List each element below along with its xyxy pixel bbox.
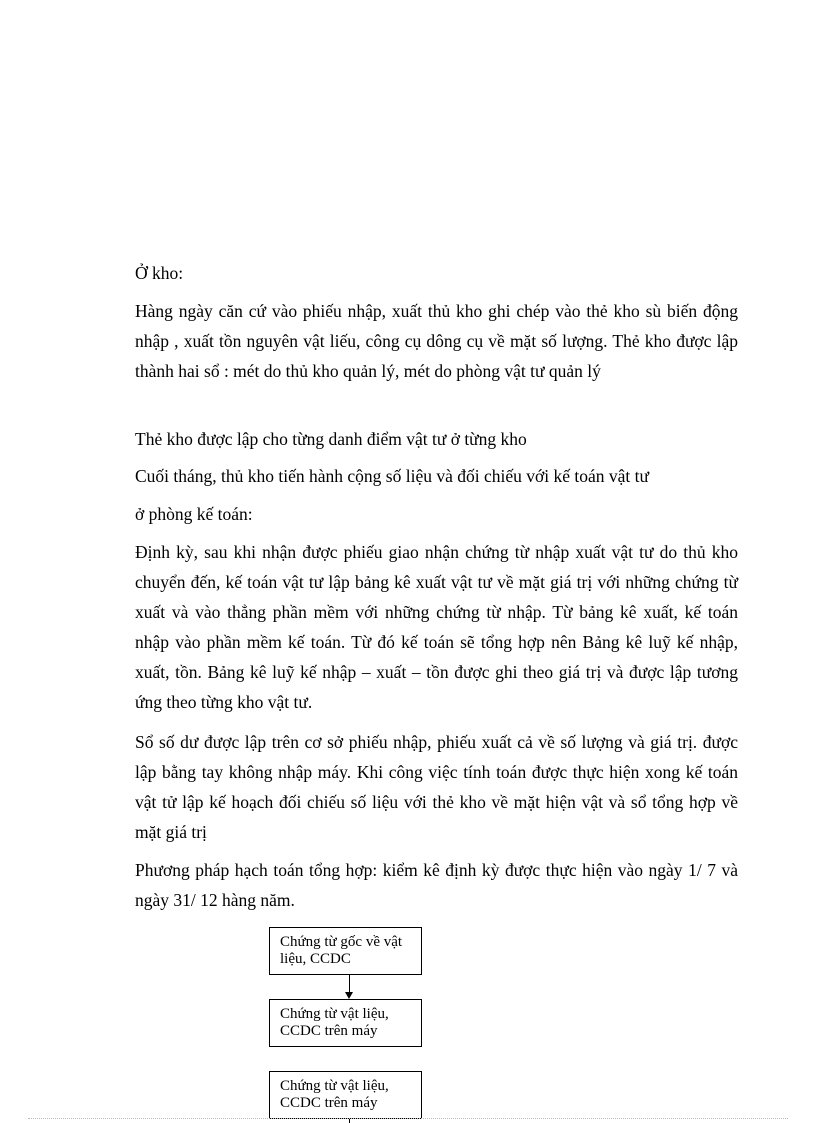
paragraph-warehouse-daily: Hàng ngày căn cứ vào phiếu nhập, xuất thủ kho ghi chép vào thẻ kho sù biến động nhập , xuất tồn nguyên vật liếu, công cụ dông cụ về mặt số lượng. Thẻ kho được lập thành hai sổ : mét do thủ kho quản lý, mét do phòng vật tư quản lý [135, 301, 738, 381]
paragraph-month-end: Cuối tháng, thủ kho tiến hành cộng số liệu và đối chiếu với kế toán vật tư [135, 466, 649, 486]
paragraph-balance-book: Sổ số dư được lập trên cơ sở phiếu nhập, phiếu xuất cả về số lượng và giá trị. được lập bằng tay không nhập máy. Khi công việc tính toán được thực hiện xong kế toán vật tử lập kế hoạch đối chiếu số liệu với thẻ kho về mặt hiện vật và sổ tổng hợp về mặt giá trị [135, 732, 738, 842]
page-bottom-divider [28, 1118, 788, 1119]
flowchart-box-label: Chứng từ gốc về vật liệu, CCDC [280, 934, 403, 967]
flowchart-arrow-line-continued [349, 1119, 350, 1123]
flowchart-box-source-vouchers [269, 927, 422, 975]
paragraph-stock-card: Thẻ kho được lập cho từng danh điểm vật tư ở từng kho [135, 429, 527, 449]
flowchart-box-system-vouchers [269, 999, 422, 1047]
flowchart-box-label: Chứng từ vật liệu, CCDC trên máy [280, 1078, 389, 1111]
flowchart-box-label: Chứng từ vật liệu, CCDC trên máy [280, 1006, 389, 1039]
paragraph-method: Phương pháp hạch toán tổng hợp: kiểm kê định kỳ được thực hiện vào ngày 1/ 7 và ngày 31/ 12 hàng năm. [135, 860, 738, 910]
paragraph-accounting-heading: ở phòng kế toán: [135, 504, 253, 524]
arrow-down-icon [345, 992, 353, 999]
flowchart-arrow-line [349, 975, 350, 992]
paragraph-warehouse-heading: Ở kho: [135, 263, 184, 283]
flowchart-box-system-vouchers-2 [269, 1071, 422, 1119]
paragraph-periodic: Định kỳ, sau khi nhận được phiếu giao nhận chứng từ nhập xuất vật tư do thủ kho chuyển đến, kế toán vật tư lập bảng kê xuất vật tư về mặt giá trị với những chứng từ xuất và vào thẳng phần mềm với những chứng từ nhập. Từ bảng kê xuất, kế toán nhập vào phần mềm kế toán. Từ đó kế toán sẽ tổng hợp nên Bảng kê luỹ kế nhập, xuất, tồn. Bảng kê luỹ kế nhập – xuất – tồn được ghi theo giá trị và được lập tương ứng theo từng kho vật tư. [135, 542, 738, 712]
